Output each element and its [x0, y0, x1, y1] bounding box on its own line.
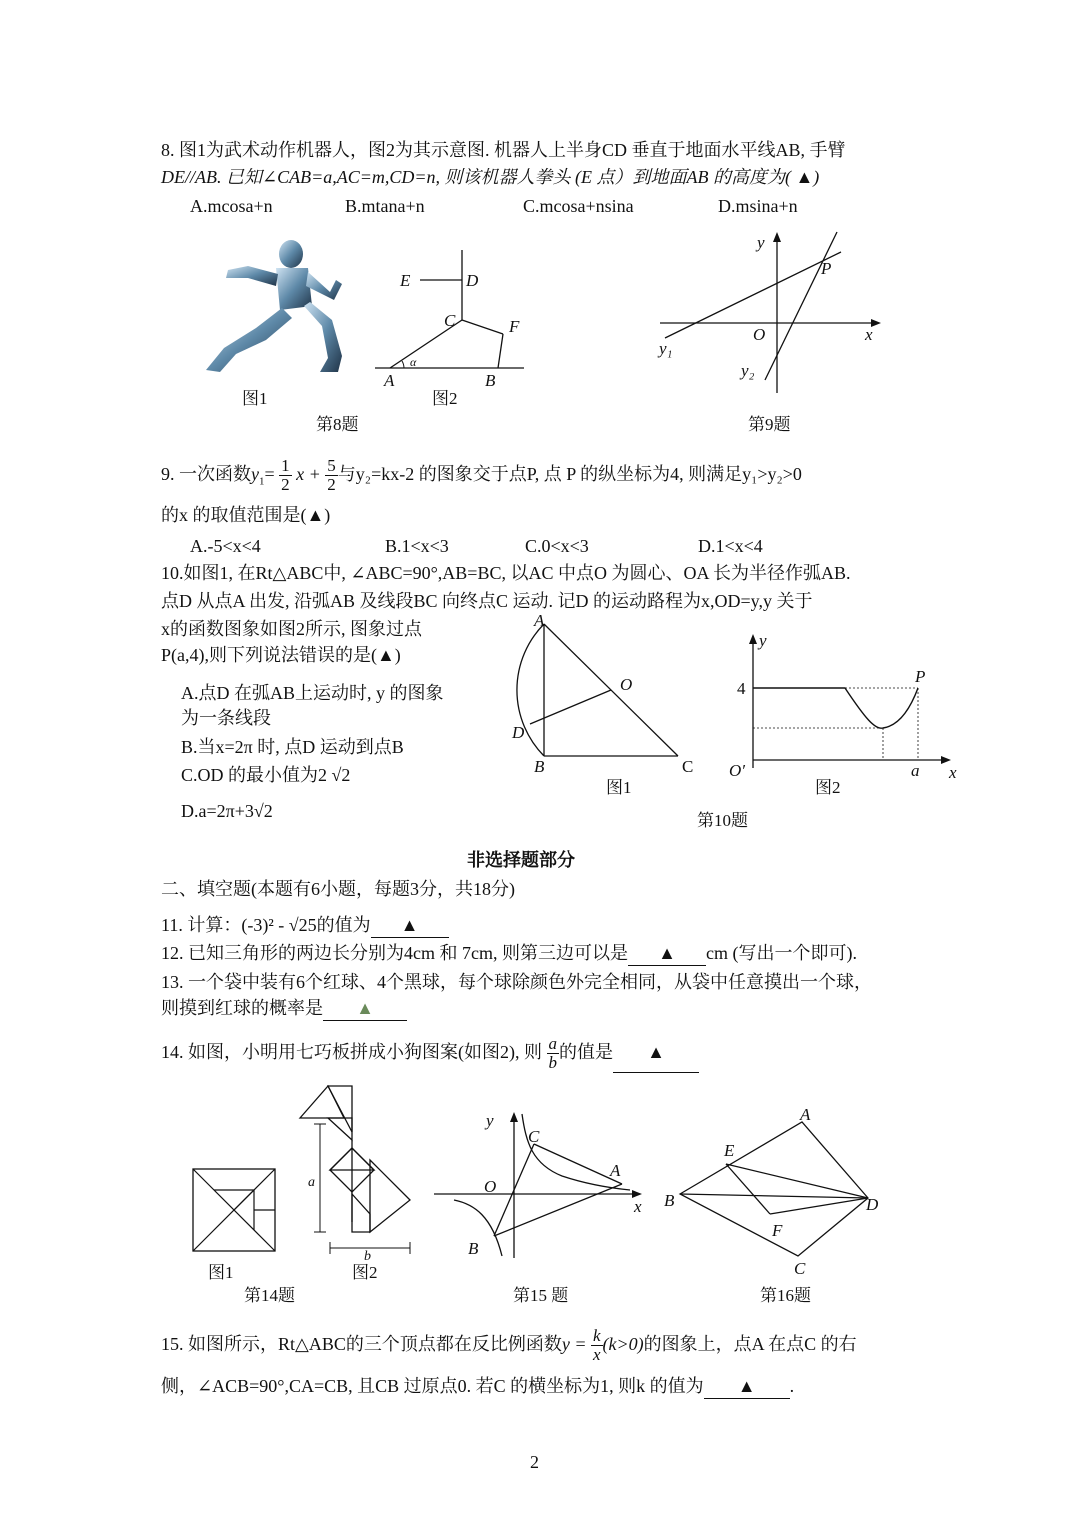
section-part2: 二、填空题(本题有6小题，每题3分，共18分) [161, 879, 515, 899]
q9-label-x: x [865, 325, 873, 344]
q15-label-y: y [486, 1111, 494, 1130]
q11-text: 11. 计算：(-3)² - √25的值为 [161, 915, 371, 935]
q9-label-y1: y₁ [659, 339, 673, 358]
q9-prefix: 9. 一次函数 [161, 464, 251, 484]
q9-frac2: $\frac{5}{2}$ [327, 456, 336, 495]
q15-line1 [161, 1324, 857, 1364]
q10-line2: 点D 从点A 出发, 沿弧AB 及线段BC 向终点C 运动. 记D 的运动路程为x,OD=y,y 关于 [161, 591, 813, 611]
q9-label-y: y [757, 233, 765, 252]
q14-line [161, 1032, 699, 1073]
q8-label-b: B [485, 371, 496, 390]
q9-y1-sub: 1 [259, 475, 265, 488]
q10-line4: P(a,4),则下列说法错误的是(▲) [161, 645, 401, 665]
q15-text2: 侧，∠ACB=90°,CA=CB, 且CB 过原点0. 若C 的横坐标为1, 则k 的值为 [161, 1376, 704, 1396]
q9-line2: 的x 的取值范围是(▲) [161, 505, 331, 525]
q8-label-c: C [444, 311, 456, 330]
q10-label-d: D [512, 723, 525, 742]
q10-option-a2: 为一条线段 [181, 708, 271, 728]
q9-option-b: B.1<x<3 [385, 536, 449, 556]
q16-diagram [660, 1102, 890, 1282]
q13-answer-blank[interactable]: ▲ [323, 996, 407, 1021]
q8-line2: DE//AB. 已知∠CAB=a,AC=m,CD=n, 则该机器人拳头 (E 点）到地面AB 的高度为( ▲) [161, 167, 820, 187]
q10-fig2-label-p: P [915, 667, 926, 686]
q10-label-b: B [534, 757, 545, 776]
q16-label-a: A [800, 1105, 811, 1124]
q9-line1 [161, 454, 802, 502]
q16-label-f: F [772, 1221, 783, 1240]
q9-label-y2: y₂ [741, 361, 755, 380]
robot-figure [196, 236, 356, 376]
q14-prefix: 14. 如图，小明用七巧板拼成小狗图案(如图2), 则 [161, 1042, 542, 1062]
q8-line1: 8. 图1为武术动作机器人，图2为其示意图. 机器人上半身CD 垂直于地面水平线AB, 手臂 [161, 140, 846, 160]
q10-label-c: C [682, 757, 694, 776]
q10-option-b: B.当x=2π 时, 点D 运动到点B [181, 737, 404, 757]
q11-answer-blank[interactable]: ▲ [371, 913, 449, 938]
q13-text: 则摸到红球的概率是 [161, 998, 323, 1018]
q10-option-d: D.a=2π+3√2 [181, 801, 273, 821]
q15-prefix: 15. 如图所示，Rt△ABC的三个顶点都在反比例函数 [161, 1334, 562, 1354]
q10-option-a1: A.点D 在弧AB上运动时, y 的图象 [181, 683, 444, 703]
q15-end: . [789, 1376, 795, 1396]
q12-line [161, 941, 857, 966]
q10-fig1-caption: 图1 [606, 778, 632, 797]
q15-graph [430, 1108, 660, 1268]
q9-graph [655, 228, 895, 398]
q10-line1: 10.如图1, 在Rt△ABC中, ∠ABC=90°,AB=BC, 以AC 中点O 为圆心、OA 长为半径作弧AB. [161, 563, 851, 583]
q15-answer-blank[interactable]: ▲ [704, 1374, 790, 1399]
q8-caption: 第8题 [316, 415, 359, 434]
q10-fig2-label-o: O′ [729, 761, 745, 780]
q15-func-cond: (k>0) [602, 1334, 644, 1354]
q16-label-c: C [794, 1259, 806, 1278]
q15-func-y: y = [561, 1334, 587, 1354]
q10-label-a: A [534, 611, 545, 630]
q10-fig2-label-a: a [911, 761, 920, 780]
q14-label-a: a [308, 1175, 315, 1190]
q8-option-a: A.mcosa+n [190, 196, 273, 216]
q9-label-p: P [821, 259, 832, 278]
q10-fig2-label-4: 4 [737, 679, 746, 698]
q8-label-f: F [509, 317, 520, 336]
q15-label-x: x [634, 1197, 642, 1216]
q14-caption: 第14题 [244, 1286, 295, 1305]
q13-line2 [161, 996, 407, 1021]
q14-frac: $\frac{a}{b}$ [548, 1034, 557, 1073]
q9-eq: = [264, 464, 275, 484]
q15-label-c: C [528, 1127, 540, 1146]
q14-fig1-caption: 图1 [208, 1263, 234, 1282]
q15-label-a: A [610, 1161, 621, 1180]
q15-caption: 第15 题 [513, 1286, 569, 1305]
section-title: 非选择题部分 [467, 850, 575, 871]
q14-tangram-dog [300, 1082, 420, 1272]
q8-option-b: B.mtana+n [345, 196, 425, 216]
q12-answer-blank[interactable]: ▲ [628, 941, 706, 966]
q14-fig2-caption: 图2 [352, 1263, 378, 1282]
q9-option-a: A.-5<x<4 [190, 536, 261, 556]
q15-func-frac: $\frac{k}{x}$ [593, 1326, 601, 1365]
q16-label-b: B [664, 1191, 675, 1210]
q14-tangram-square [192, 1168, 276, 1252]
q15-line2 [161, 1374, 794, 1399]
q13-line1: 13. 一个袋中装有6个红球、4个黑球，每个球除颜色外完全相同，从袋中任意摸出一个球， [161, 972, 872, 992]
q10-caption: 第10题 [697, 811, 748, 830]
q10-fig2-label-x: x [949, 763, 957, 782]
q14-suffix: 的值是 [559, 1042, 613, 1062]
q8-label-d: D [466, 271, 479, 290]
q10-line3: x的函数图象如图2所示, 图象过点 [161, 619, 422, 639]
q9-option-d: D.1<x<4 [698, 536, 763, 556]
q10-fig2-caption: 图2 [815, 778, 841, 797]
q9-rest: 与y₂=kx-2 的图象交于点P, 点 P 的纵坐标为4, 则满足y₁>y₂>0 [337, 464, 802, 484]
q12-suffix: cm (写出一个即可). [705, 943, 857, 963]
q9-x-plus: x + [296, 464, 321, 484]
q9-y1: y [251, 464, 259, 484]
q10-label-o: O [620, 675, 633, 694]
q16-caption: 第16题 [760, 1286, 811, 1305]
q8-label-a: A [384, 371, 395, 390]
q14-label-b: b [364, 1249, 371, 1264]
q8-fig2-caption: 图2 [432, 389, 458, 408]
q15-label-o: O [484, 1177, 497, 1196]
q9-caption: 第9题 [748, 415, 791, 434]
q8-label-alpha: α [410, 355, 417, 369]
q11-line [161, 913, 449, 938]
q15-suffix: 的图象上，点A 在点C 的右 [643, 1334, 857, 1354]
q15-label-b: B [468, 1239, 479, 1258]
q8-option-d: D.msina+n [718, 196, 798, 216]
q16-label-e: E [724, 1141, 735, 1160]
q8-option-c: C.mcosa+nsina [523, 196, 634, 216]
q8-label-e: E [400, 271, 411, 290]
q9-label-o: O [753, 325, 766, 344]
q9-frac1: $\frac{1}{2}$ [281, 456, 290, 495]
q8-fig2-diagram [370, 240, 530, 390]
page-number: 2 [530, 1452, 539, 1472]
q9-option-c: C.0<x<3 [525, 536, 589, 556]
q8-fig1-caption: 图1 [242, 389, 268, 408]
q14-answer-blank[interactable]: ▲ [613, 1032, 699, 1073]
q10-fig2-label-y: y [759, 631, 767, 650]
q10-fig2-graph [725, 628, 965, 788]
q16-label-d: D [866, 1195, 879, 1214]
q10-fig1-diagram [508, 612, 708, 782]
q10-option-c: C.OD 的最小值为2 √2 [181, 765, 351, 785]
q12-text: 12. 已知三角形的两边长分别为4cm 和 7cm, 则第三边可以是 [161, 943, 628, 963]
